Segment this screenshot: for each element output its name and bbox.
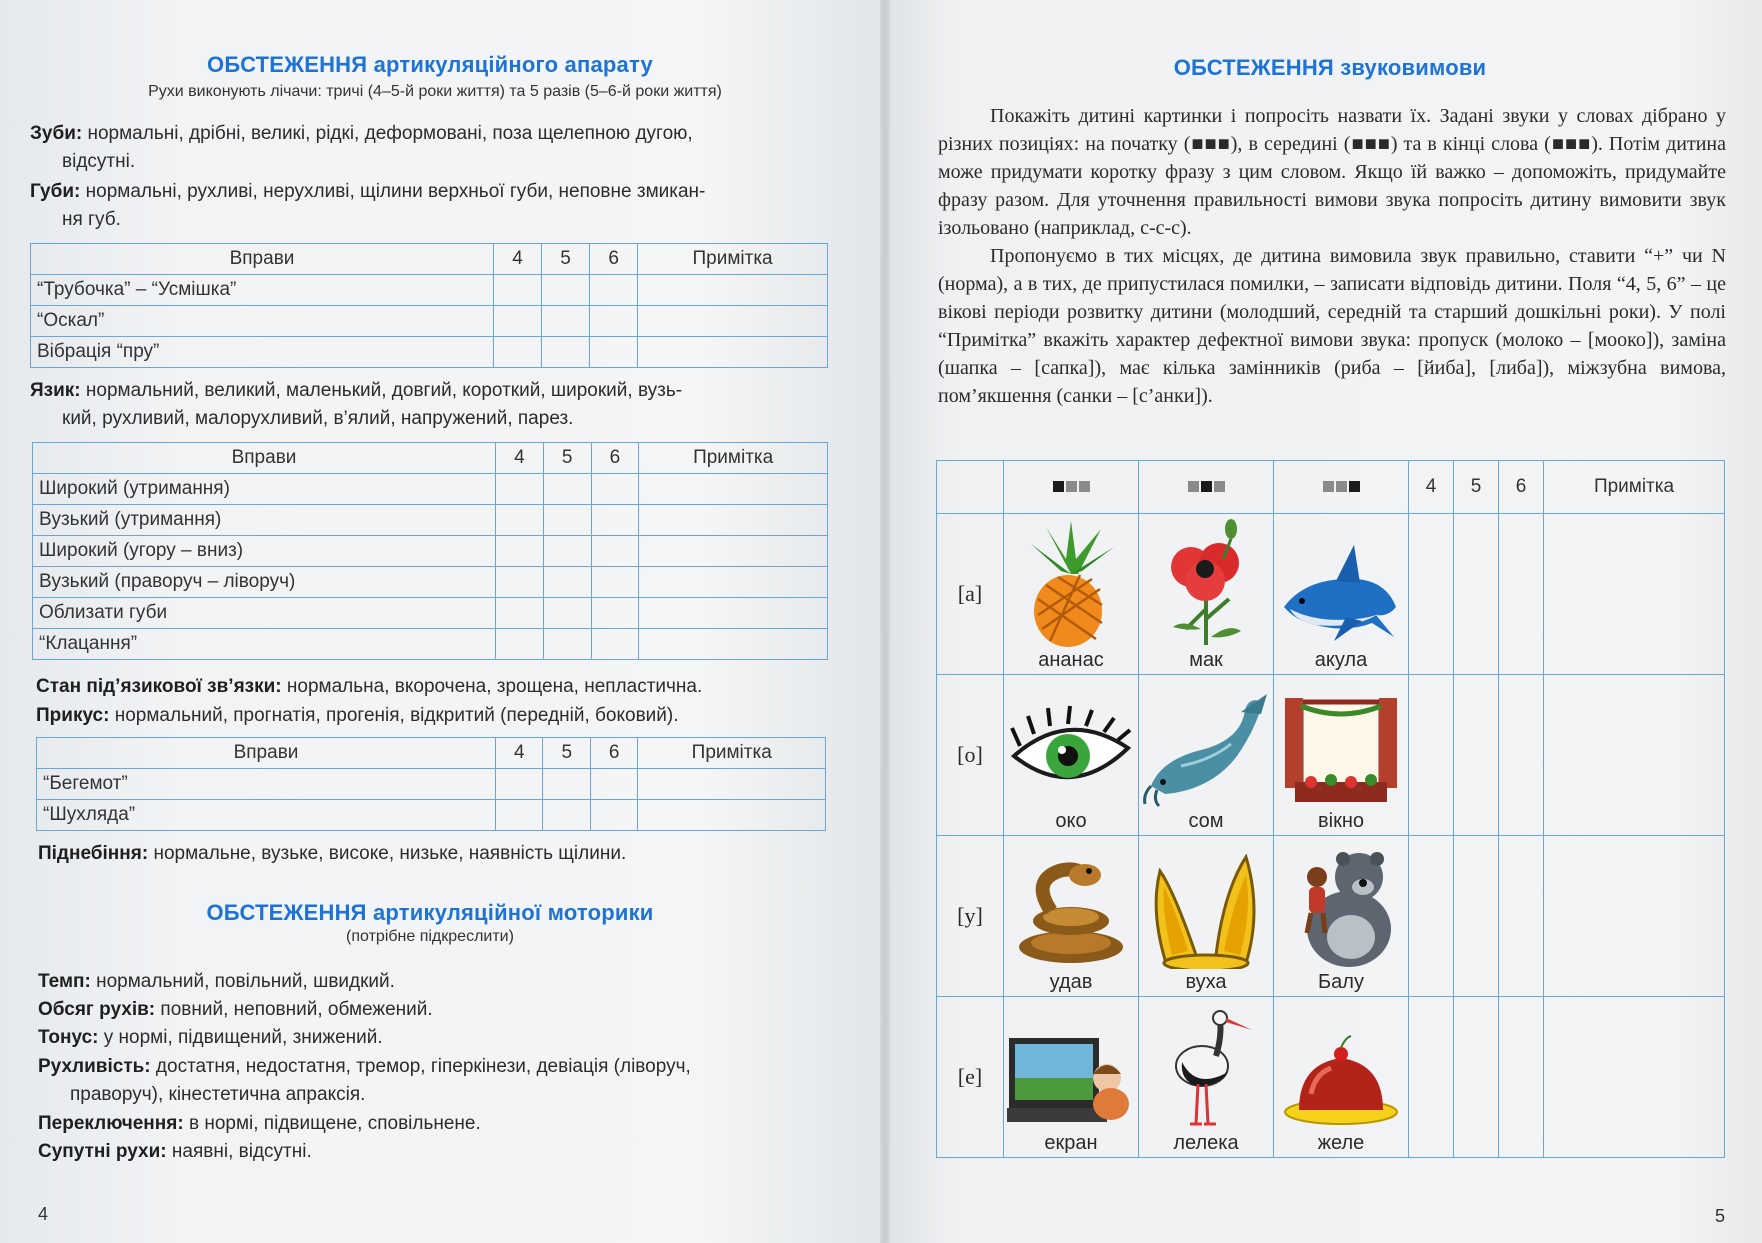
cell-4[interactable]: [1409, 675, 1454, 836]
cell-6[interactable]: [591, 505, 639, 536]
cell-5[interactable]: [543, 629, 591, 660]
col-6: 6: [590, 244, 638, 275]
volume-line: [38, 996, 848, 1024]
articulation-subtitle: Рухи виконують лічачи: тричі (4–5-й роки життя) та 5 разів (5–6-й роки життя): [148, 83, 722, 100]
poppy-icon: [1161, 519, 1251, 647]
cell-4[interactable]: [496, 800, 543, 831]
word-label: удав: [1049, 971, 1093, 993]
bite-paragraph: [36, 702, 846, 730]
frenulum-label: Стан під’язикової зв’язки:: [36, 676, 282, 697]
sound-label: [е]: [937, 997, 1004, 1158]
col-note: Примітка: [638, 244, 828, 275]
cell-4[interactable]: [494, 275, 542, 306]
col-note: Примітка: [638, 738, 826, 769]
tongue-text: нормальний, великий, маленький, довгий, короткий, широкий, вузь-: [80, 380, 683, 401]
col-note: Примітка: [639, 443, 828, 474]
word-cell: [1274, 997, 1409, 1158]
tone-line: [38, 1024, 848, 1052]
word-label: ананас: [1038, 649, 1104, 671]
cell-4[interactable]: [496, 598, 544, 629]
cell-6[interactable]: [591, 536, 639, 567]
cell-6[interactable]: [1499, 836, 1544, 997]
page-number-right: 5: [1715, 1206, 1726, 1226]
col-5: 5: [543, 443, 591, 474]
palate-label: Піднебіння:: [38, 843, 149, 864]
word-label: око: [1055, 810, 1087, 832]
tone-label: Тонус:: [38, 1027, 99, 1048]
motor-title: ОБСТЕЖЕННЯ артикуляційної моторики: [206, 900, 654, 925]
col-5: 5: [1454, 461, 1499, 514]
stork-icon: [1156, 1006, 1256, 1130]
instructions-paragraph-1: Покажіть дитині картинки і попросіть назвати їх. Задані звуки у словах дібрано у різних позиціях: на початку (■■■), в середині (■■■) та в кінці слова (■■■). Потім дитина може придумати коротку фразу з цим словом. Якщо їй важко – допоможіть, придумайте фразу разом. Для уточнення правильності вимови звука попросіть дитину вимовити звук ізольовано (наприклад, с-с-с).: [938, 105, 1726, 239]
exercise-name: Вібрація “пру”: [31, 337, 494, 368]
col-exercises: Вправи: [33, 443, 496, 474]
cell-4[interactable]: [494, 306, 542, 337]
cell-6[interactable]: [1499, 997, 1544, 1158]
bite-label: Прикус:: [36, 705, 110, 726]
position-middle-icon: [1139, 461, 1274, 514]
cell-5[interactable]: [543, 536, 591, 567]
cell-5[interactable]: [543, 505, 591, 536]
word-cell: [1004, 514, 1139, 675]
col-exercises: Вправи: [31, 244, 494, 275]
book-gutter: [880, 0, 890, 1243]
cell-note[interactable]: [639, 598, 828, 629]
word-cell: [1004, 675, 1139, 836]
teeth-text: нормальні, дрібні, великі, рідкі, деформовані, поза щелепною дугою,: [82, 123, 693, 144]
cell-note[interactable]: [639, 536, 828, 567]
cell-note[interactable]: [638, 275, 828, 306]
catfish-icon: [1141, 690, 1271, 808]
tone-text: у нормі, підвищений, знижений.: [98, 1027, 383, 1048]
cell-4[interactable]: [496, 769, 543, 800]
cell-4[interactable]: [496, 474, 544, 505]
tongue-paragraph: [30, 377, 840, 433]
word-cell: [1004, 836, 1139, 997]
volume-label: Обсяг рухів:: [38, 999, 156, 1020]
bunny-ears-icon: [1146, 851, 1266, 969]
cell-note[interactable]: [1544, 514, 1725, 675]
col-exercises: Вправи: [37, 738, 496, 769]
col-6: 6: [591, 443, 639, 474]
col-6: 6: [590, 738, 637, 769]
word-cell: [1274, 514, 1409, 675]
cell-note[interactable]: [1544, 836, 1725, 997]
jelly-dessert-icon: [1281, 1034, 1401, 1130]
position-start-icon: [1004, 461, 1139, 514]
cell-6[interactable]: [591, 629, 639, 660]
col-5: 5: [543, 738, 590, 769]
lips-text-cont: ня губ.: [62, 209, 121, 230]
tv-screen-icon: [1007, 1034, 1135, 1130]
exercise-name: Облизати губи: [33, 598, 496, 629]
tempo-line: [38, 968, 848, 996]
cell-6[interactable]: [590, 769, 637, 800]
exercise-name: “Трубочка” – “Усмішка”: [31, 275, 494, 306]
window-icon: [1281, 692, 1401, 808]
tempo-text: нормальний, повільний, швидкий.: [90, 971, 395, 992]
exercise-name: “Оскал”: [31, 306, 494, 337]
cell-note[interactable]: [639, 629, 828, 660]
switch-label: Переключення:: [38, 1113, 184, 1134]
word-cell: [1274, 675, 1409, 836]
lips-paragraph: [30, 178, 840, 234]
tongue-label: Язик:: [30, 380, 81, 401]
shark-icon: [1276, 537, 1406, 647]
col-4: 4: [494, 244, 542, 275]
instructions-paragraph-2: Пропонуємо в тих місцях, де дитина вимовила звук правильно, ставити “+” чи N (норма), а в тих, де припустилася помилки, – записати відповідь дитини. Поля “4, 5, 6” – це вікові періоди розвитку дитини (молодший, середній та старший дошкільні роки). У полі “Примітка” вкажіть характер дефектної вимови звука: пропуск (молоко – [мооко]), заміна (шапка – [сапка]), має кілька замінників (риба – [йиба], [либа]), міжзубна вимова, пом’якшення (санки – [с’анки]).: [938, 245, 1726, 407]
teeth-paragraph: [30, 120, 840, 176]
word-cell: [1274, 836, 1409, 997]
word-label: екран: [1044, 1132, 1098, 1154]
frenulum-paragraph: [36, 673, 846, 701]
word-label: Балу: [1318, 971, 1364, 993]
assoc-line: [38, 1138, 848, 1166]
frenulum-text: нормальна, вкорочена, зрощена, непластична.: [281, 676, 703, 697]
cell-6[interactable]: [590, 800, 637, 831]
mobility-text: достатня, недостатня, тремор, гіперкінези, девіація (ліворуч,: [150, 1056, 691, 1077]
word-cell: [1139, 675, 1274, 836]
tongue-exercise-table: [32, 442, 828, 660]
word-label: вікно: [1318, 810, 1364, 832]
cell-4[interactable]: [1409, 514, 1454, 675]
switch-text: в нормі, підвищене, сповільнене.: [183, 1113, 481, 1134]
lips-label: Губи:: [30, 181, 81, 202]
cell-5[interactable]: [543, 598, 591, 629]
cell-6[interactable]: [590, 306, 638, 337]
cell-6[interactable]: [590, 275, 638, 306]
cell-4[interactable]: [1409, 997, 1454, 1158]
assoc-text: наявні, відсутні.: [166, 1141, 312, 1162]
bite-text: нормальний, прогнатія, прогенія, відкритий (передній, боковий).: [109, 705, 679, 726]
cell-note[interactable]: [638, 306, 828, 337]
cell-5[interactable]: [1454, 514, 1499, 675]
motor-subtitle: (потрібне підкреслити): [346, 928, 514, 945]
articulation-title: ОБСТЕЖЕННЯ артикуляційного апарату: [207, 52, 653, 77]
tempo-label: Темп:: [38, 971, 91, 992]
sound-label: [о]: [937, 675, 1004, 836]
cell-5[interactable]: [1454, 836, 1499, 997]
mobility-line: [38, 1053, 848, 1109]
exercise-name: Широкий (угору – вниз): [33, 536, 496, 567]
cell-note[interactable]: [638, 800, 826, 831]
mobility-label: Рухливість:: [38, 1056, 151, 1077]
word-label: акула: [1314, 649, 1368, 671]
pineapple-icon: [1016, 519, 1126, 647]
cell-5[interactable]: [1454, 675, 1499, 836]
word-label: лелека: [1173, 1132, 1239, 1154]
boa-snake-icon: [1011, 851, 1131, 969]
tongue-text-cont: кий, рухливий, малорухливий, в’ялий, напружений, парез.: [62, 408, 574, 429]
word-cell: [1139, 997, 1274, 1158]
cell-note[interactable]: [639, 474, 828, 505]
cell-5[interactable]: [543, 800, 590, 831]
word-cell: [1004, 997, 1139, 1158]
position-end-icon: [1274, 461, 1409, 514]
cell-5[interactable]: [542, 275, 590, 306]
exercise-name: Вузький (праворуч – ліворуч): [33, 567, 496, 598]
word-label: желе: [1317, 1132, 1365, 1154]
cell-6[interactable]: [1499, 514, 1544, 675]
cell-4[interactable]: [496, 536, 544, 567]
cell-4[interactable]: [496, 629, 544, 660]
col-4: 4: [496, 738, 543, 769]
col-note: Примітка: [1544, 461, 1725, 514]
cell-6[interactable]: [590, 337, 638, 368]
lips-exercise-table: [30, 243, 828, 368]
word-label: сом: [1188, 810, 1224, 832]
cell-4[interactable]: [496, 567, 544, 598]
exercise-name: “Бегемот”: [37, 769, 496, 800]
word-cell: [1139, 836, 1274, 997]
sound-label: [а]: [937, 514, 1004, 675]
assoc-label: Супутні рухи:: [38, 1141, 167, 1162]
lips-text: нормальні, рухливі, нерухливі, щілини верхньої губи, неповне змикан-: [80, 181, 706, 202]
cell-6[interactable]: [1499, 675, 1544, 836]
sound-label: [у]: [937, 836, 1004, 997]
col-4: 4: [496, 443, 544, 474]
cell-6[interactable]: [591, 567, 639, 598]
switch-line: [38, 1110, 848, 1138]
cell-note[interactable]: [638, 769, 826, 800]
word-cell: [1139, 514, 1274, 675]
cell-5[interactable]: [1454, 997, 1499, 1158]
col-5: 5: [542, 244, 590, 275]
cell-4[interactable]: [496, 505, 544, 536]
cell-5[interactable]: [543, 567, 591, 598]
col-4: 4: [1409, 461, 1454, 514]
cell-note[interactable]: [1544, 997, 1725, 1158]
cell-5[interactable]: [542, 337, 590, 368]
exercise-name: “Шухляда”: [37, 800, 496, 831]
exercise-name: Широкий (утримання): [33, 474, 496, 505]
cell-note[interactable]: [639, 567, 828, 598]
exercise-name: “Клацання”: [33, 629, 496, 660]
word-label: вуха: [1185, 971, 1227, 993]
col-6: 6: [1499, 461, 1544, 514]
corner-cell: [937, 461, 1004, 514]
cell-note[interactable]: [638, 337, 828, 368]
word-label: мак: [1189, 649, 1223, 671]
cell-6[interactable]: [591, 474, 639, 505]
sound-test-table: [936, 460, 1725, 1158]
cell-5[interactable]: [542, 306, 590, 337]
cell-5[interactable]: [543, 769, 590, 800]
volume-text: повний, неповний, обмежений.: [155, 999, 433, 1020]
teeth-label: Зуби:: [30, 123, 83, 144]
palate-text: нормальне, вузьке, високе, низьке, наявність щілини.: [148, 843, 627, 864]
bite-exercise-table: [36, 737, 826, 831]
cell-6[interactable]: [591, 598, 639, 629]
mobility-text-cont: праворуч), кінестетична апраксія.: [70, 1084, 366, 1105]
cell-4[interactable]: [1409, 836, 1454, 997]
eye-icon: [1008, 698, 1134, 808]
cell-note[interactable]: [639, 505, 828, 536]
cell-note[interactable]: [1544, 675, 1725, 836]
cell-5[interactable]: [543, 474, 591, 505]
teeth-text-cont: відсутні.: [62, 151, 136, 172]
pronunciation-title: ОБСТЕЖЕННЯ звуковимови: [1173, 55, 1487, 80]
exercise-name: Вузький (утримання): [33, 505, 496, 536]
baloo-bear-icon: [1281, 847, 1401, 969]
page-number-left: 4: [38, 1204, 49, 1224]
palate-paragraph: [38, 840, 848, 868]
cell-4[interactable]: [494, 337, 542, 368]
